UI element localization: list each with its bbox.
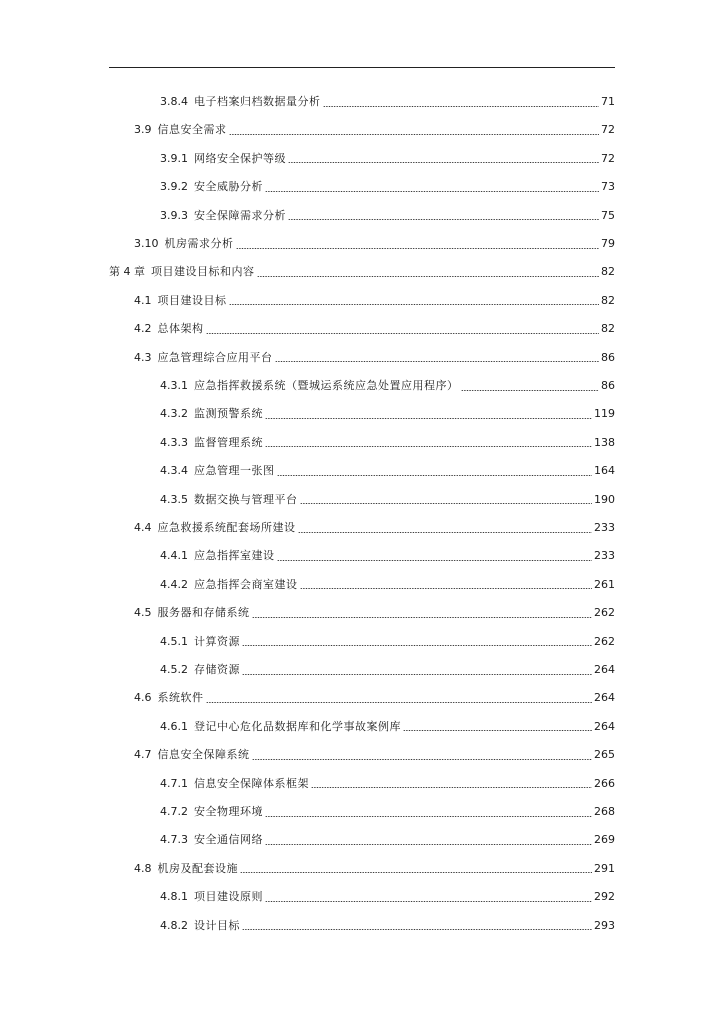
- toc-entry-title: 机房需求分析: [164, 237, 234, 250]
- toc-entry-number: 4.7: [134, 748, 152, 762]
- toc-entry-title: 安全物理环境: [194, 805, 263, 818]
- toc-entry-page-number: 82: [601, 293, 615, 307]
- toc-entry-title: 系统软件: [157, 691, 204, 705]
- toc-entry-number: 4.1: [134, 293, 152, 307]
- toc-entry-number: 4.5.1: [160, 634, 188, 648]
- toc-dot-leader: [240, 872, 592, 873]
- toc-entry[interactable]: [109, 258, 615, 286]
- toc-entry-title: 安全保障需求分析: [194, 208, 286, 222]
- toc-entry-number: 4.3: [134, 350, 152, 364]
- toc-entry-page-number: 75: [601, 208, 615, 222]
- toc-entry[interactable]: [134, 315, 615, 343]
- toc-entry-number: 4.2: [134, 322, 152, 336]
- toc-entry-number: 4.4.2: [160, 577, 188, 591]
- toc-entry-page-number: 268: [594, 805, 615, 818]
- toc-entry-page-number: 86: [601, 350, 615, 364]
- toc-entry-title: 监测预警系统: [194, 407, 263, 421]
- toc-entry[interactable]: [160, 713, 615, 741]
- toc-entry-page-number: 262: [594, 634, 615, 648]
- toc-entry[interactable]: [160, 145, 615, 173]
- toc-entry-page-number: 71: [601, 95, 615, 108]
- toc-entry-title: 监督管理系统: [194, 435, 263, 449]
- toc-dot-leader: [242, 674, 592, 675]
- toc-entry[interactable]: [160, 400, 615, 428]
- toc-entry[interactable]: [160, 202, 615, 230]
- toc-dot-leader: [257, 276, 600, 277]
- toc-dot-leader: [288, 162, 599, 163]
- toc-entry-page-number: 72: [601, 123, 615, 137]
- toc-dot-leader: [403, 730, 592, 731]
- toc-entry-number: 3.9: [134, 123, 152, 137]
- toc-entry-title: 项目建设目标: [157, 293, 227, 307]
- toc-dot-leader: [277, 560, 593, 561]
- toc-entry-title: 项目建设原则: [194, 890, 263, 904]
- toc-entry-number: 3.9.2: [160, 180, 188, 194]
- toc-entry-page-number: 292: [594, 890, 615, 904]
- toc-entry[interactable]: [134, 116, 615, 144]
- toc-dot-leader: [275, 361, 600, 362]
- toc-entry[interactable]: [160, 826, 615, 854]
- toc-entry-title: 应急管理综合应用平台: [157, 350, 273, 364]
- header-rule: [109, 67, 615, 68]
- toc-dot-leader: [311, 787, 592, 788]
- toc-entry-number: 4.6.1: [160, 719, 188, 733]
- toc-entry[interactable]: [134, 855, 615, 883]
- toc-entry-page-number: 264: [594, 663, 615, 676]
- toc-entry[interactable]: [134, 344, 615, 372]
- toc-entry[interactable]: [160, 912, 615, 940]
- toc-entry[interactable]: [160, 628, 615, 656]
- toc-entry[interactable]: [160, 542, 615, 570]
- toc-entry-title: 总体架构: [157, 322, 204, 336]
- toc-entry-number: 4.8.2: [160, 918, 188, 932]
- toc-entry-page-number: 73: [601, 180, 615, 194]
- toc-entry-number: 4.7.2: [160, 805, 188, 818]
- toc-entry[interactable]: [160, 457, 615, 485]
- toc-dot-leader: [300, 503, 593, 504]
- toc-entry[interactable]: [160, 486, 615, 514]
- toc-entry-page-number: 293: [594, 918, 615, 932]
- toc-entry[interactable]: [134, 684, 615, 712]
- toc-entry-page-number: 72: [601, 151, 615, 165]
- toc-entry-title: 计算资源: [194, 634, 240, 648]
- toc-entry-number: 4.5: [134, 606, 152, 620]
- toc-entry-title: 服务器和存储系统: [157, 606, 250, 620]
- toc-entry-title: 存储资源: [194, 663, 240, 676]
- toc-entry-page-number: 266: [594, 776, 615, 790]
- toc-dot-leader: [229, 134, 600, 135]
- toc-entry-title: 应急指挥救援系统（暨城运系统应急处置应用程序）: [194, 379, 459, 392]
- toc-entry-page-number: 82: [601, 265, 615, 279]
- toc-entry-title: 应急指挥会商室建设: [194, 577, 298, 591]
- toc-dot-leader: [265, 446, 592, 447]
- toc-entry-title: 设计目标: [194, 918, 240, 932]
- toc-entry-number: 4.3.5: [160, 492, 188, 506]
- toc-entry-number: 4.3.4: [160, 464, 188, 478]
- toc-entry[interactable]: [160, 883, 615, 911]
- toc-entry[interactable]: [160, 571, 615, 599]
- toc-entry[interactable]: [160, 173, 615, 201]
- toc-dot-leader: [288, 219, 599, 220]
- toc-dot-leader: [265, 844, 592, 845]
- toc-entry-number: 3.10: [134, 237, 159, 250]
- toc-entry-number: 4.7.1: [160, 776, 188, 790]
- toc-entry[interactable]: [160, 656, 615, 684]
- toc-dot-leader: [277, 475, 593, 476]
- toc-entry-page-number: 82: [601, 322, 615, 336]
- toc-entry-number: 4.3.3: [160, 435, 188, 449]
- toc-dot-leader: [461, 390, 600, 391]
- toc-entry-page-number: 233: [594, 521, 615, 534]
- toc-entry-number: 4.5.2: [160, 663, 188, 676]
- toc-entry-title: 信息安全保障体系框架: [194, 776, 309, 790]
- toc-dot-leader: [265, 816, 592, 817]
- toc-entry-title: 数据交换与管理平台: [194, 492, 298, 506]
- toc-entry[interactable]: [160, 798, 615, 826]
- toc-dot-leader: [242, 929, 592, 930]
- toc-entry-page-number: 261: [594, 577, 615, 591]
- toc-entry-number: 4.8: [134, 861, 152, 875]
- toc-dot-leader: [252, 759, 593, 760]
- toc-entry-title: 应急救援系统配套场所建设: [157, 521, 296, 534]
- toc-entry-page-number: 264: [594, 691, 615, 705]
- toc-entry-page-number: 233: [594, 549, 615, 563]
- toc-entry-number: 4.4: [134, 521, 152, 534]
- toc-entry[interactable]: [134, 599, 615, 627]
- toc-dot-leader: [229, 304, 600, 305]
- toc-entry-number: 4.3.2: [160, 407, 188, 421]
- toc-entry-title: 网络安全保护等级: [194, 151, 286, 165]
- toc-entry-title: 应急管理一张图: [194, 464, 275, 478]
- toc-entry[interactable]: [160, 88, 615, 116]
- toc-entry-number: 4.3.1: [160, 379, 188, 392]
- toc-entry[interactable]: [160, 429, 615, 457]
- toc-entry-number: 3.9.1: [160, 151, 188, 165]
- toc-entry-page-number: 86: [601, 379, 615, 392]
- toc-entry-title: 项目建设目标和内容: [151, 265, 255, 279]
- toc-entry-number: 3.9.3: [160, 208, 188, 222]
- toc-entry[interactable]: [134, 741, 615, 769]
- toc-entry-number: 3.8.4: [160, 95, 188, 108]
- toc-dot-leader: [300, 588, 593, 589]
- toc-entry-number: 4.4.1: [160, 549, 188, 563]
- toc-entry[interactable]: [134, 287, 615, 315]
- toc-dot-leader: [323, 106, 600, 107]
- toc-entry-page-number: 119: [594, 407, 615, 421]
- toc-dot-leader: [265, 901, 592, 902]
- toc-dot-leader: [206, 333, 600, 334]
- toc-entry-page-number: 138: [594, 435, 615, 449]
- toc-entry-number: 第 4 章: [109, 265, 145, 279]
- toc-entry-number: 4.7.3: [160, 833, 188, 847]
- toc-entry-page-number: 190: [594, 492, 615, 506]
- toc-dot-leader: [242, 645, 592, 646]
- toc-entry-page-number: 269: [594, 833, 615, 847]
- toc-entry-page-number: 265: [594, 748, 615, 762]
- toc-entry-title: 安全通信网络: [194, 833, 263, 847]
- toc-entry-page-number: 79: [601, 237, 615, 250]
- toc-entry-number: 4.8.1: [160, 890, 188, 904]
- toc-entry-page-number: 264: [594, 719, 615, 733]
- toc-entry-title: 应急指挥室建设: [194, 549, 275, 563]
- toc-entry[interactable]: [134, 230, 615, 258]
- toc-entry-page-number: 262: [594, 606, 615, 620]
- toc-entry-title: 机房及配套设施: [157, 861, 238, 875]
- toc-entry-title: 信息安全需求: [157, 123, 227, 137]
- toc-entry-title: 安全威胁分析: [194, 180, 263, 194]
- toc-entry[interactable]: [160, 372, 615, 400]
- toc-dot-leader: [265, 191, 599, 192]
- toc-entry-page-number: 291: [594, 861, 615, 875]
- toc-entry[interactable]: [160, 770, 615, 798]
- toc-entry-page-number: 164: [594, 464, 615, 478]
- toc-dot-leader: [236, 248, 600, 249]
- toc-dot-leader: [298, 532, 593, 533]
- toc-dot-leader: [206, 702, 593, 703]
- toc-entry-title: 信息安全保障系统: [157, 748, 250, 762]
- toc-entry-title: 登记中心危化品数据库和化学事故案例库: [194, 719, 401, 733]
- toc-entry-number: 4.6: [134, 691, 152, 705]
- toc-entry-title: 电子档案归档数据量分析: [194, 95, 321, 108]
- toc-entry[interactable]: [134, 514, 615, 542]
- toc-dot-leader: [265, 418, 592, 419]
- toc-dot-leader: [252, 617, 593, 618]
